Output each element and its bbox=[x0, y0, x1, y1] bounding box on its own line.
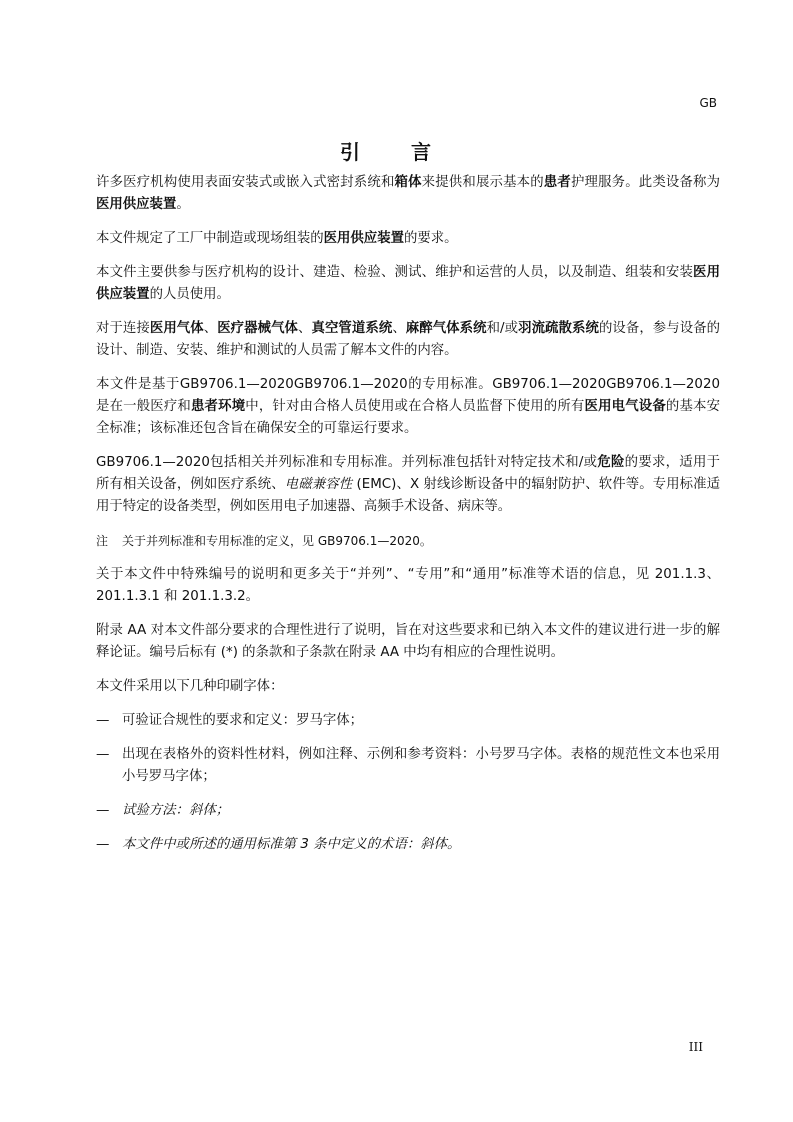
document-body bbox=[96, 172, 720, 868]
paragraph bbox=[96, 228, 720, 250]
more-paragraphs bbox=[96, 564, 720, 698]
text-run: 中，针对由合格人员使用或在合格人员监督下使用的所有 bbox=[245, 399, 585, 414]
note-text: 关于并列标准和专用标准的定义，见 GB9706.1—2020。 bbox=[122, 534, 432, 548]
defined-term: 医用供应装置 bbox=[323, 231, 404, 246]
text-run: 的要求，适用于所有相关设备，例如医疗系统、 bbox=[96, 455, 721, 492]
list-dash: — bbox=[96, 837, 110, 852]
paragraph bbox=[96, 564, 720, 608]
text-run: 的设备，参与设备的设计、制造、安装、维护和测试的人员需了解本文件的内容。 bbox=[96, 321, 721, 358]
text-run: 本文件主要供参与医疗机构的设计、建造、检验、测试、维护和运营的人员，以及制造、组装和安装 bbox=[96, 265, 694, 280]
defined-term: 麻醉气体系统 bbox=[405, 321, 487, 336]
note-label: 注 bbox=[96, 534, 109, 548]
defined-term: 箱体 bbox=[394, 175, 422, 190]
defined-term: 患者 bbox=[543, 175, 571, 190]
page-title: 引 言 bbox=[340, 140, 453, 164]
intro-paragraphs bbox=[96, 172, 720, 518]
typeface-list bbox=[96, 710, 720, 856]
list-item-text: 本文件中或所述的通用标准第 3 条中定义的术语：斜体。 bbox=[122, 837, 461, 852]
text-run: 、 bbox=[298, 321, 312, 336]
defined-term: 医用电气设备 bbox=[584, 399, 666, 414]
list-dash: — bbox=[96, 713, 110, 728]
defined-term: 羽流疏散系统 bbox=[518, 321, 599, 336]
text-run: (EMC)、X 射线诊断设备中的辐射防护、软件等。专用标准适用于特定的设备类型，例如医用电子加速器、高频手术设备、病床等。 bbox=[96, 477, 721, 514]
list-item-text: 出现在表格外的资料性材料，例如注释、示例和参考资料：小号罗马字体。表格的规范性文本也采用小号罗马字体； bbox=[122, 747, 720, 784]
text-run: 的基本安全标准；该标准还包含旨在确保安全的可靠运行要求。 bbox=[96, 399, 721, 436]
text-run: 本文件采用以下几种印刷字体： bbox=[96, 679, 284, 694]
text-run: 的人员使用。 bbox=[149, 287, 230, 302]
paragraph bbox=[96, 172, 720, 216]
text-run: 的要求。 bbox=[403, 231, 458, 246]
list-item bbox=[96, 800, 720, 822]
list-item bbox=[96, 744, 720, 788]
text-run: GB9706.1—2020包括相关并列标准和专用标准。并列标准包括针对特定技术和/或 bbox=[96, 455, 598, 470]
paragraph bbox=[96, 318, 720, 362]
text-run: 对于连接 bbox=[96, 321, 150, 336]
italic-term: 电磁兼容性 bbox=[284, 477, 353, 492]
list-item bbox=[96, 834, 720, 856]
list-item-text: 试验方法：斜体； bbox=[122, 803, 230, 818]
list-dash: — bbox=[96, 747, 110, 762]
paragraph bbox=[96, 452, 720, 518]
defined-term: 患者环境 bbox=[190, 399, 246, 414]
defined-term: 危险 bbox=[597, 455, 625, 470]
paragraph bbox=[96, 262, 720, 306]
text-run: 本文件是基于GB9706.1—2020GB9706.1—2020的专用标准。GB9706.1—2020GB9706.1—2020是在一般医疗和 bbox=[96, 377, 720, 414]
list-item-text: 可验证合规性的要求和定义：罗马字体； bbox=[122, 713, 364, 728]
text-run: 附录 AA 对本文件部分要求的合理性进行了说明，旨在对这些要求和已纳入本文件的建议进行进一步的解释论证。编号后标有 (*) 的条款和子条款在附录 AA 中均有相应的合理性说明。 bbox=[96, 623, 720, 660]
list-item bbox=[96, 710, 720, 732]
note bbox=[96, 530, 720, 552]
standard-code: GB bbox=[699, 96, 717, 110]
page-number: III bbox=[688, 1040, 703, 1054]
text-run: 许多医疗机构使用表面安装式或嵌入式密封系统和 bbox=[96, 175, 395, 190]
text-run: 护理服务。此类设备称为 bbox=[570, 175, 721, 190]
defined-term: 医用供应装置 bbox=[96, 197, 177, 212]
text-run: 、 bbox=[392, 321, 406, 336]
text-run: 。 bbox=[176, 197, 190, 212]
text-run: 来提供和展示基本的 bbox=[421, 175, 544, 190]
paragraph bbox=[96, 620, 720, 664]
paragraph bbox=[96, 374, 720, 440]
paragraph bbox=[96, 676, 720, 698]
defined-term: 医用供应装置 bbox=[96, 265, 721, 302]
text-run: 关于本文件中特殊编号的说明和更多关于“并列”、“专用”和“通用”标准等术语的信息，见 201.1.3、201.1.3.1 和 201.1.3.2。 bbox=[96, 567, 720, 604]
text-run: 、 bbox=[203, 321, 218, 336]
list-dash: — bbox=[96, 803, 110, 818]
defined-term: 医疗器械气体 bbox=[217, 321, 299, 336]
text-run: 本文件规定了工厂中制造或现场组装的 bbox=[96, 231, 324, 246]
defined-term: 真空管道系统 bbox=[311, 321, 393, 336]
text-run: 和/或 bbox=[486, 321, 519, 336]
defined-term: 医用气体 bbox=[149, 321, 204, 336]
